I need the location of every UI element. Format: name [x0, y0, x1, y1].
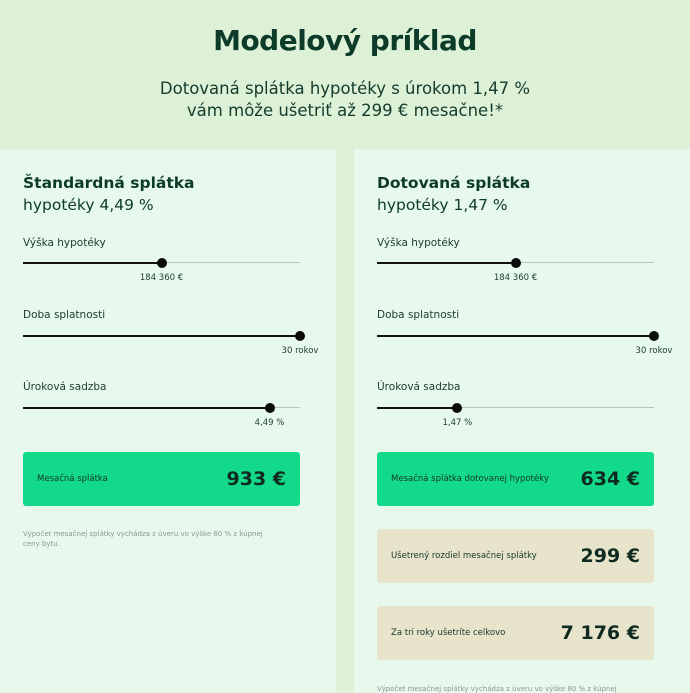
- panel-rate: hypotéky 1,47 %: [377, 196, 508, 214]
- subsidized-payment-panel: [354, 149, 690, 693]
- mortgage-amount-slider[interactable]: [377, 262, 654, 263]
- slider-handle[interactable]: [452, 403, 462, 413]
- monthly-payment-label: Mesačná splátka: [37, 474, 108, 484]
- interest-rate-slider[interactable]: [23, 407, 300, 408]
- panel-title: Štandardná splátka: [23, 174, 195, 192]
- slider-handle[interactable]: [511, 258, 521, 268]
- total-savings-value: 7 176 €: [560, 622, 640, 644]
- subsidized-payment-value: 634 €: [580, 468, 640, 490]
- page-title: Modelový príklad: [213, 24, 477, 57]
- slider-fill: [377, 407, 457, 409]
- repayment-term-label: Doba splatnosti: [377, 309, 460, 321]
- monthly-savings-value: 299 €: [580, 545, 640, 567]
- slider-fill: [377, 335, 654, 337]
- page-subtitle: [0, 78, 690, 122]
- repayment-term-value: 30 rokov: [281, 346, 319, 356]
- subsidized-payment-card: [377, 452, 654, 506]
- repayment-term-label: Doba splatnosti: [23, 309, 106, 321]
- slider-fill: [23, 262, 162, 264]
- panel-title: Dotovaná splátka: [377, 174, 531, 192]
- mortgage-amount-value: 184 360 €: [493, 273, 538, 283]
- interest-rate-slider[interactable]: [377, 407, 654, 408]
- subsidized-payment-label: Mesačná splátka dotovanej hypotéky: [391, 474, 549, 484]
- interest-rate-label: Úroková sadzba: [377, 381, 461, 393]
- monthly-savings-card: [377, 529, 654, 583]
- repayment-term-slider[interactable]: [377, 335, 654, 336]
- interest-rate-value: 4,49 %: [254, 418, 285, 428]
- interest-rate-label: Úroková sadzba: [23, 381, 107, 393]
- mortgage-amount-slider[interactable]: [23, 262, 300, 263]
- slider-fill: [23, 335, 300, 337]
- interest-rate-value: 1,47 %: [442, 418, 473, 428]
- slider-handle[interactable]: [295, 331, 305, 341]
- slider-fill: [23, 407, 270, 409]
- subtitle-line-2: vám môže ušetriť až 299 € mesačne!*: [186, 101, 504, 120]
- calculation-note: Výpočet mesačnej splátky vychádza z úveru vo výške 80 % z kúpnej ceny bytu.: [23, 530, 263, 548]
- repayment-term-slider[interactable]: [23, 335, 300, 336]
- mortgage-amount-value: 184 360 €: [139, 273, 184, 283]
- subtitle-line-1: Dotovaná splátka hypotéky s úrokom 1,47 %: [159, 79, 531, 98]
- mortgage-amount-label: Výška hypotéky: [377, 237, 460, 249]
- slider-handle[interactable]: [649, 331, 659, 341]
- calculation-note: Výpočet mesačnej splátky vychádza z úveru vo výške 80 % z kúpnej: [377, 685, 617, 693]
- slider-handle[interactable]: [265, 403, 275, 413]
- standard-payment-panel: [0, 149, 336, 693]
- slider-handle[interactable]: [157, 258, 167, 268]
- total-savings-label: Za tri roky ušetríte celkovo: [391, 628, 506, 638]
- total-savings-card: [377, 606, 654, 660]
- monthly-payment-card: [23, 452, 300, 506]
- monthly-payment-value: 933 €: [226, 468, 286, 490]
- monthly-savings-label: Ušetrený rozdiel mesačnej splátky: [391, 551, 537, 561]
- slider-fill: [377, 262, 516, 264]
- repayment-term-value: 30 rokov: [635, 346, 673, 356]
- mortgage-amount-label: Výška hypotéky: [23, 237, 106, 249]
- panel-rate: hypotéky 4,49 %: [23, 196, 154, 214]
